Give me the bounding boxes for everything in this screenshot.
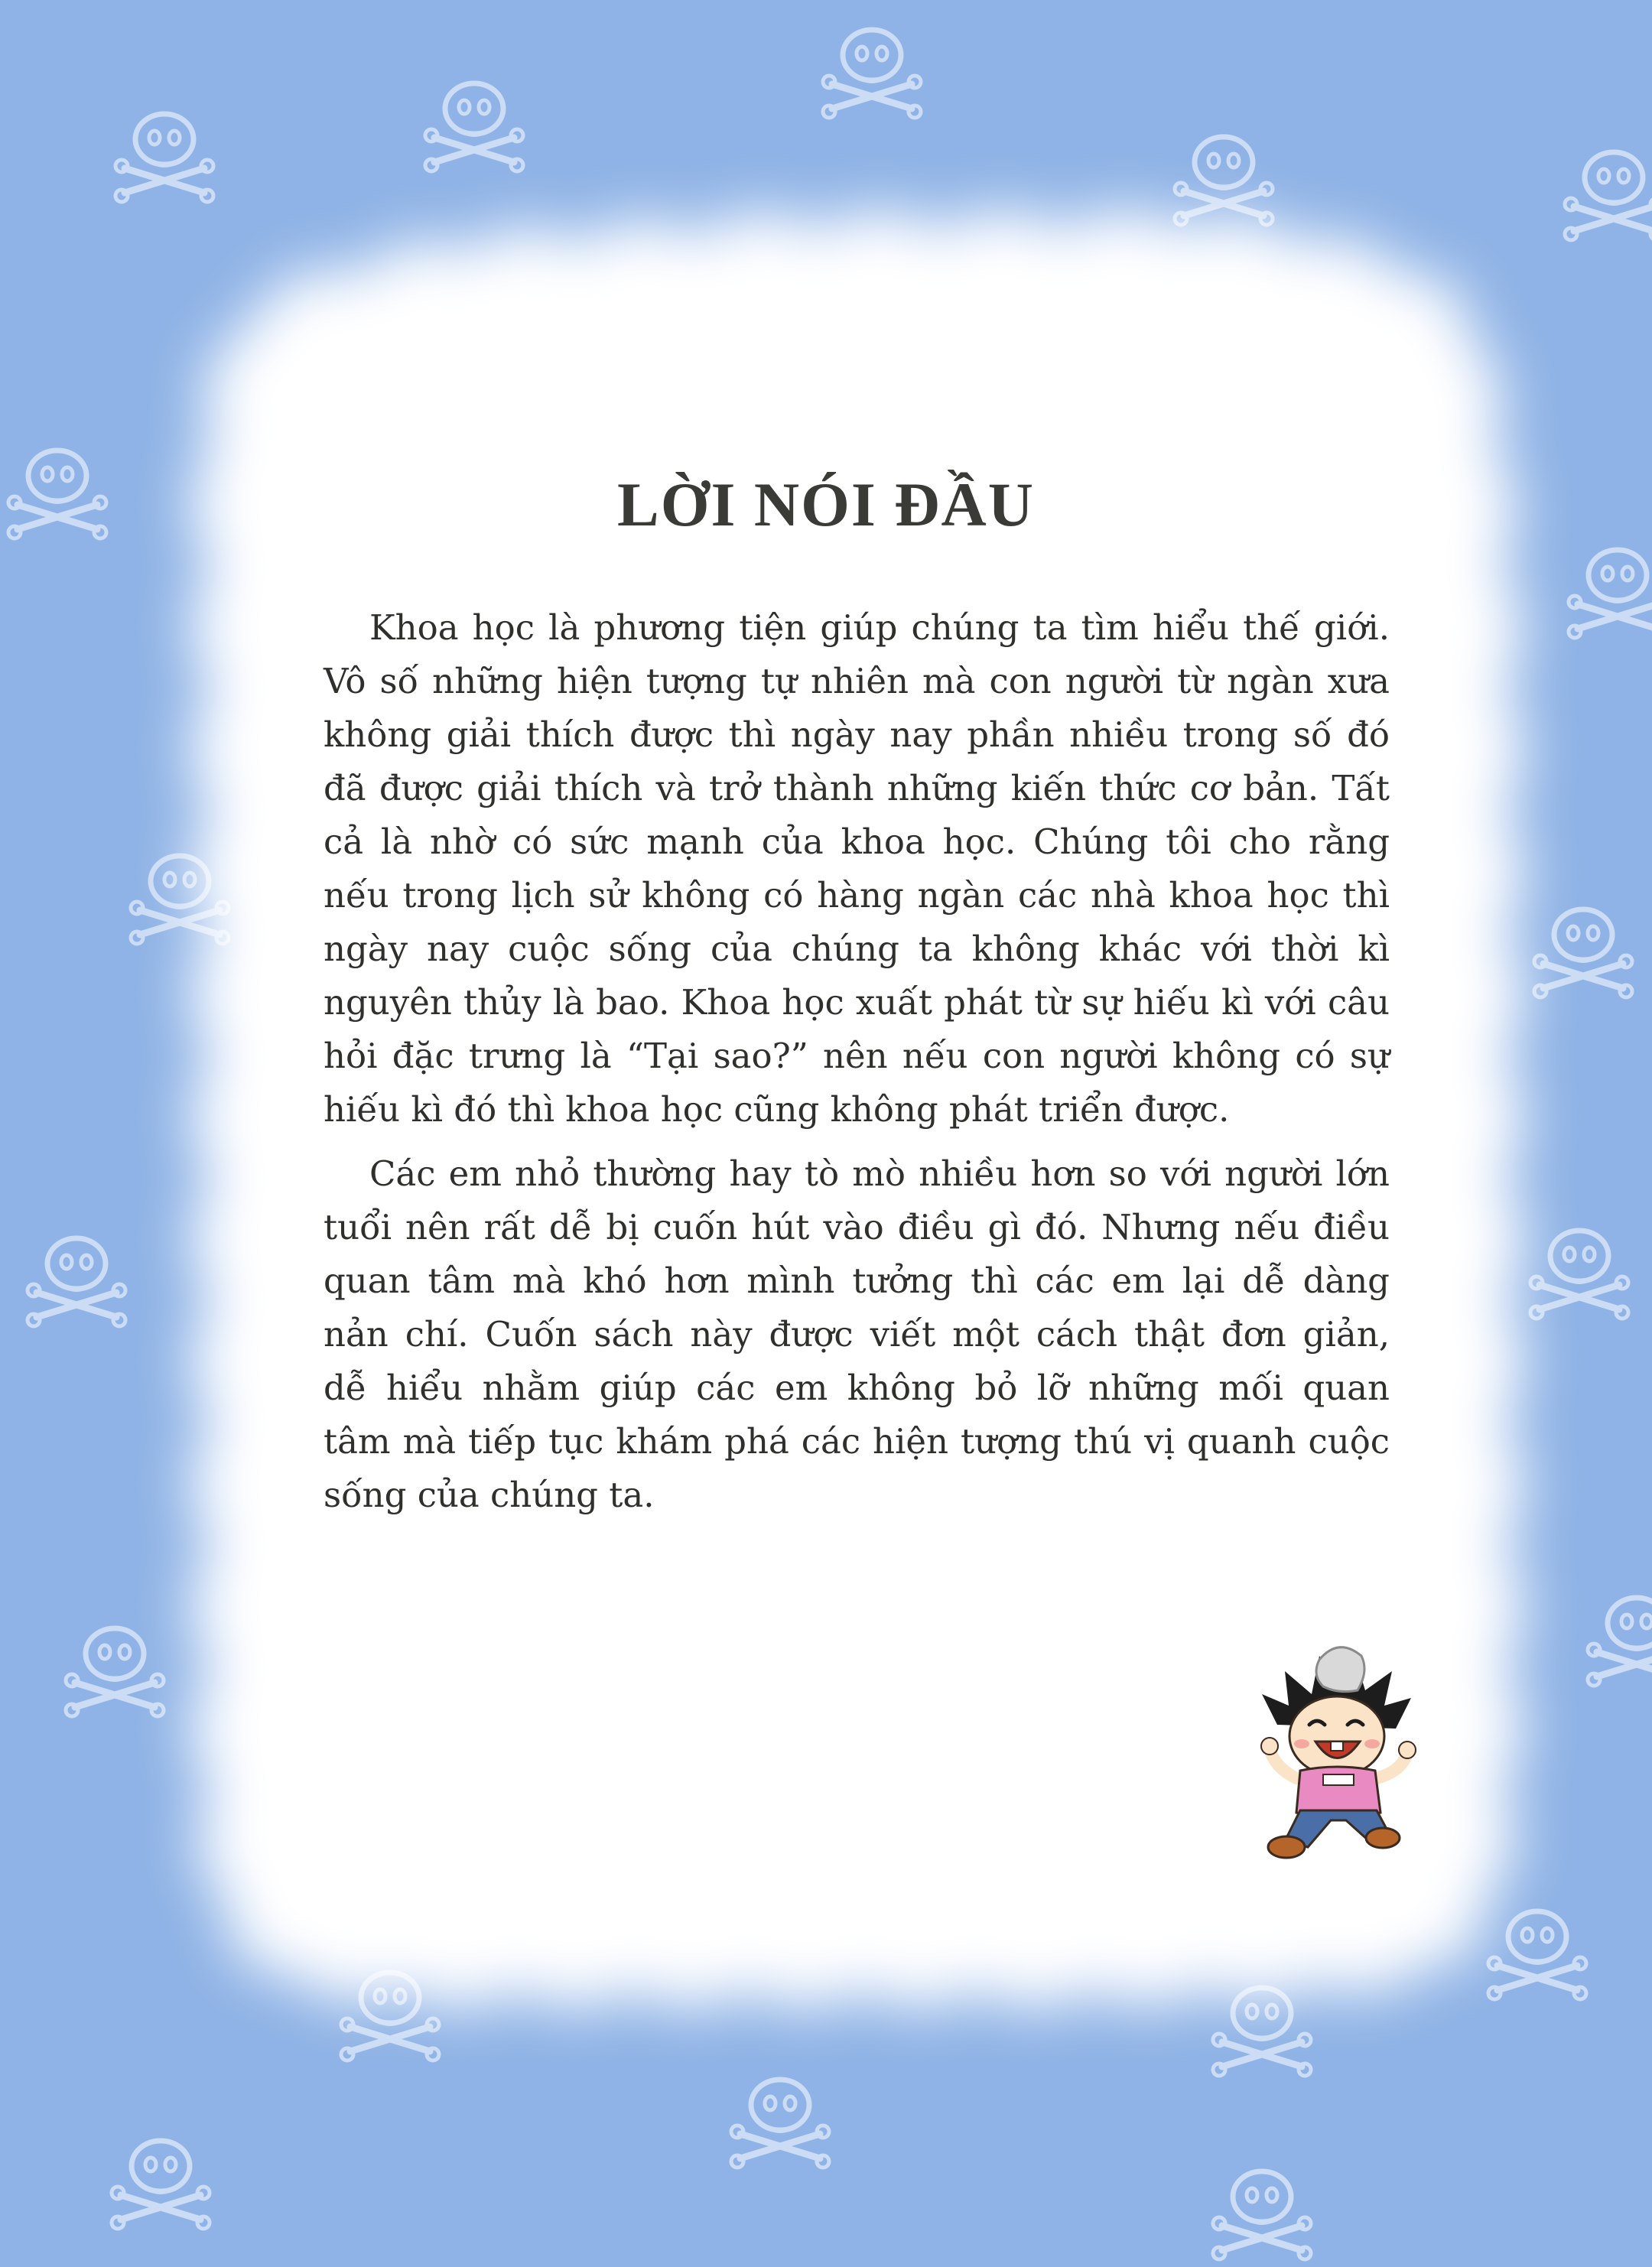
paragraph xyxy=(324,1147,1390,1522)
text-line: Vô số những hiện tượng tự nhiên mà con người từ ngàn xưa xyxy=(324,661,1390,701)
text-line: quan tâm mà khó hơn mình tưởng thì các em lại dễ dàng xyxy=(324,1260,1390,1301)
text-line: nản chí. Cuốn sách này được viết một cách thật đơn giản, xyxy=(324,1314,1390,1355)
preface-body xyxy=(324,601,1390,1533)
text-line: tuổi nên rất dễ bị cuốn hút vào điều gì đó. Nhưng nếu điều xyxy=(324,1207,1390,1247)
running-boy-icon xyxy=(1254,1641,1423,1862)
text-line: hỏi đặc trưng là “Tại sao?” nên nếu con người không có sự xyxy=(324,1036,1390,1076)
text-line: nếu trong lịch sử không có hàng ngàn các nhà khoa học thì xyxy=(324,875,1390,916)
text-line: Các em nhỏ thường hay tò mò nhiều hơn so với người lớn xyxy=(369,1153,1390,1194)
text-line: không giải thích được thì ngày nay phần nhiều trong số đó xyxy=(324,714,1390,755)
text-line: ngày nay cuộc sống của chúng ta không khác với thời kì xyxy=(324,929,1390,969)
text-line: cả là nhờ có sức mạnh của khoa học. Chúng tôi cho rằng xyxy=(324,821,1390,862)
text-line: dễ hiểu nhằm giúp các em không bỏ lỡ những mối quan xyxy=(324,1368,1390,1408)
text-line: tâm mà tiếp tục khám phá các hiện tượng thú vị quanh cuộc xyxy=(324,1421,1390,1462)
text-line: hiếu kì đó thì khoa học cũng không phát triển được. xyxy=(324,1089,1230,1130)
text-line: Khoa học là phương tiện giúp chúng ta tìm hiểu thế giới. xyxy=(369,607,1390,648)
text-line: sống của chúng ta. xyxy=(324,1475,655,1515)
text-line: nguyên thủy là bao. Khoa học xuất phát từ sự hiếu kì với câu xyxy=(324,982,1390,1023)
text-line: đã được giải thích và trở thành những kiến thức cơ bản. Tất xyxy=(324,768,1390,808)
page-title: LỜI NÓI ĐẦU xyxy=(617,470,1035,539)
paragraph xyxy=(324,601,1390,1137)
